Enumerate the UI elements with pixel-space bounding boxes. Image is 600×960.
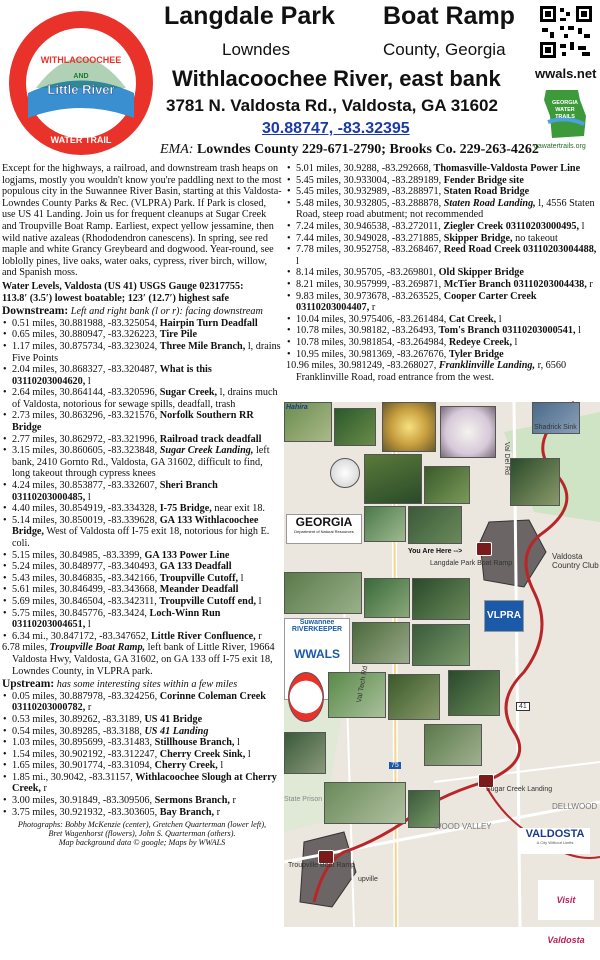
site-item	[12, 364, 282, 387]
wwals-badge-text: WWALS	[294, 647, 340, 661]
river-photo-6	[412, 624, 470, 666]
site-item	[12, 691, 282, 714]
ramp-title: Boat Ramp	[383, 2, 515, 30]
us41-shield: 41	[516, 702, 530, 711]
site-name: Staten Road Bridge	[443, 186, 530, 198]
site-item	[296, 349, 598, 361]
site-position: 0.53 miles, 30.89262, -83.3189,	[12, 713, 145, 725]
site-item	[12, 596, 282, 608]
address: 3781 N. Valdosta Rd., Valdosta, GA 31602	[166, 96, 498, 115]
upstream-subtitle: has some interesting sites within a few miles	[56, 679, 238, 691]
site-note: r	[40, 783, 47, 795]
site-position: 5.14 miles, 30.850019, -83.339628,	[12, 514, 160, 526]
site-position: 5.45 miles, 30.932989, -83.288971,	[296, 186, 444, 198]
site-item	[296, 198, 598, 221]
site-note: r	[586, 278, 593, 290]
county-left: Lowndes	[222, 40, 291, 59]
county-seal	[330, 458, 360, 488]
group-photo-1	[424, 724, 482, 766]
right-column	[286, 163, 598, 383]
final-pre: 6.78 miles,	[2, 642, 50, 654]
logo-and-text: AND	[73, 73, 89, 80]
park-title: Langdale Park	[164, 2, 335, 30]
upstream-header	[2, 679, 282, 691]
site-item	[12, 480, 282, 503]
site-name: US 41 Bridge	[144, 713, 203, 725]
water-levels	[2, 281, 282, 304]
logo-top-text: WITHLACOOCHEE	[40, 55, 122, 65]
visit-valdosta-logo: Visit Valdosta	[538, 880, 594, 920]
ema-value: Lowndes County 229-671-2790; Brooks Co. 229-263-4262	[196, 142, 539, 157]
site-item	[12, 318, 282, 330]
swamp-photo	[510, 458, 560, 506]
valdosta-text: VALDOSTA	[525, 828, 585, 840]
site-note: r	[214, 806, 221, 818]
site-item	[296, 163, 598, 175]
site-note: r	[229, 795, 236, 807]
site-item	[12, 608, 282, 631]
site-name: What is this 03110203004620,	[12, 364, 212, 387]
svg-text:WATER: WATER	[555, 107, 575, 113]
site-note: l	[575, 325, 581, 337]
site-note: l	[85, 375, 91, 387]
vlpra-badge: VLPRA	[484, 600, 524, 632]
credits-line1: Photographs: Bobby McKenzie (center), Gretchen Quarterman (lower left),	[17, 820, 267, 830]
county-right: County, Georgia	[383, 40, 506, 59]
site-name: Cooper Carter Creek 03110203004407,	[296, 290, 537, 314]
langdale-label: Langdale Park Boat Ramp	[430, 560, 513, 567]
left-column	[2, 163, 282, 847]
site-position: 5.48 miles, 30.932805, -83.288878,	[296, 197, 444, 209]
site-item	[296, 291, 598, 314]
river-photo-4	[412, 578, 470, 620]
wood-valley-label: WOOD VALLEY	[434, 822, 492, 831]
site-name: Cherry Creek,	[154, 760, 218, 772]
up-final-post: r, 6560 Franklinville Road, road entrance from the west.	[296, 360, 567, 383]
site-item	[296, 325, 598, 337]
site-note: r	[255, 630, 262, 642]
upstream-final	[286, 360, 598, 383]
site-position: 1.54 miles, 30.902192, -83.312247,	[12, 748, 160, 760]
site-item	[12, 631, 282, 643]
upstream-title: Upstream:	[2, 678, 55, 691]
site-item	[12, 749, 282, 761]
site-position: 3.00 miles, 30.91849, -83.309506,	[12, 795, 155, 807]
site-name: Tom's Branch 03110203000541,	[438, 325, 576, 337]
site-name: GA 133 Withlacoochee Bridge,	[12, 514, 259, 538]
area-map[interactable]	[284, 402, 600, 945]
site-name: Sheri Branch 03110203000485,	[12, 480, 218, 503]
i75-shield: 75	[391, 762, 399, 769]
site-name: Tyler Bridge	[448, 348, 504, 360]
sugar-creek-label: Sugar Creek Landing	[486, 786, 553, 793]
site-name: Skipper Bridge,	[443, 232, 513, 244]
site-name: Troupville Cutoff,	[159, 572, 239, 584]
site-position: 5.75 miles, 30.845776, -83.3424,	[12, 607, 150, 619]
site-item	[12, 772, 282, 795]
downstream-subtitle: Left and right bank (l or r): facing downstream	[70, 306, 263, 318]
site-item	[296, 186, 598, 198]
river-title: Withlacoochee River, east bank	[172, 66, 501, 91]
site-name: Three Mile Branch,	[159, 340, 246, 352]
site-item	[12, 737, 282, 749]
site-position: 7.78 miles, 30.952758, -83.268467,	[296, 244, 444, 256]
site-name: US 41 Landing	[144, 725, 209, 737]
site-item	[12, 760, 282, 772]
site-note: l	[512, 336, 518, 348]
site-item	[12, 329, 282, 341]
site-note: r	[85, 702, 92, 714]
site-item	[12, 387, 282, 410]
site-position: 10.04 miles, 30.975406, -83.261484,	[296, 313, 449, 325]
state-prison-label: State Prison	[284, 796, 323, 803]
paddlers-photo-1	[284, 572, 362, 614]
site-item	[12, 584, 282, 596]
site-position: 10.95 miles, 30.981369, -83.267676,	[296, 348, 449, 360]
site-position: 3.75 miles, 30.921932, -83.303605,	[12, 806, 160, 818]
site-item	[12, 795, 282, 807]
site-item	[296, 244, 598, 267]
site-position: 10.78 miles, 30.98182, -83.26493,	[296, 325, 439, 337]
site-position: 5.45 miles, 30.933004, -83.289189,	[296, 174, 444, 186]
riverkeeper-bottom: RIVERKEEPER	[291, 626, 343, 633]
site-item	[12, 573, 282, 585]
trail-photo-1	[334, 408, 376, 446]
site-note: l	[496, 313, 502, 325]
photo-credits	[2, 820, 282, 847]
site-position: 5.69 miles, 30.846504, -83.342311,	[12, 595, 160, 607]
site-position: 0.51 miles, 30.881988, -83.325054,	[12, 317, 160, 329]
site-position: 2.04 miles, 30.868327, -83.320487,	[12, 364, 160, 376]
site-item	[296, 233, 598, 245]
water-trail-logo	[6, 8, 156, 158]
site-position: 5.24 miles, 30.848977, -83.340493,	[12, 561, 160, 573]
site-position: 0.05 miles, 30.887978, -83.324256,	[12, 690, 160, 702]
site-item	[296, 279, 598, 291]
ema-label: EMA:	[160, 142, 194, 157]
ema-line	[160, 142, 539, 158]
river-photo-7	[388, 674, 440, 720]
site-position: 1.65 miles, 30.901774, -83.31094,	[12, 760, 155, 772]
up-final-pre: 10.96 miles, 30.981249, -83.268027,	[286, 360, 439, 372]
site-item	[12, 726, 282, 738]
site-item	[296, 314, 598, 326]
site-name: Little River Confluence,	[150, 630, 256, 642]
river-photo-2	[364, 506, 406, 542]
site-name: Hairpin Turn Deadfall	[159, 317, 258, 329]
coordinates-link[interactable]: 30.88747, -83.32395	[262, 120, 410, 137]
logo-mid-text: Little River	[47, 82, 115, 97]
site-item	[12, 410, 282, 433]
site-position: 2.64 miles, 30.864144, -83.320596,	[12, 387, 160, 399]
upstream-list-right	[286, 163, 598, 360]
site-item	[12, 714, 282, 726]
georgia-dnr-badge	[286, 514, 362, 544]
site-note: l	[296, 255, 299, 267]
valdosta-tagline: A City Without Limits	[536, 840, 574, 845]
site-note: near exit 18.	[211, 503, 265, 515]
site-name: Old Skipper Bridge	[438, 267, 524, 279]
site-item	[12, 434, 282, 446]
site-position: 7.24 miles, 30.946538, -83.272011,	[296, 220, 444, 232]
site-name: McTier Branch 03110203004438,	[443, 278, 587, 290]
site-position: 8.14 miles, 30.95705, -83.269801,	[296, 267, 439, 279]
site-position: 1.03 miles, 30.895699, -83.31483,	[12, 737, 155, 749]
site-item	[296, 175, 598, 187]
river-photo-3	[364, 578, 410, 618]
intro-text: Except for the highways, a railroad, and downstream trash heaps on logjams, mostly you wouldn't know you're paddling next to the most populous city in the Suwannee River Basin, starting at this Valdosta-Lowndes County Parks & Rec. (VLPRA) Park. If Park is closed, use US 41 Landing. Join us for frequent cleanups at Sugar Creek and Troupville Boat Ramp. Earliest, expect yellow jessamine, then wild native azaleas (Rhododendron canescens). In spring, see red maple and white Grancy Greybeard and dogwood. Year-round, see loblolly pines, live oaks, water oaks, cypress, river birch, willow, and Spanish moss.	[2, 163, 282, 279]
site-name: Fender Bridge site	[443, 174, 524, 186]
site-position: 6.34 mi., 30.847172, -83.347652,	[12, 630, 151, 642]
site-note: l	[217, 760, 224, 772]
site-position: 9.83 miles, 30.973678, -83.263525,	[296, 290, 444, 302]
site-name: Cat Creek,	[448, 313, 497, 325]
dellwood-label: DELLWOOD	[552, 802, 598, 811]
site-item	[12, 341, 282, 364]
site-note: l	[234, 737, 240, 749]
final-post: left bank of Little River, 19664 Valdosta Hwy, Valdosta, GA 31602, on GA 133 off I-75 exit 18, Lowndes County, in VLPRA park.	[12, 642, 275, 677]
site-name: Cherry Creek Sink,	[159, 748, 246, 760]
site-item	[296, 221, 598, 233]
site-name: Norfolk Southern RR Bridge	[12, 410, 254, 434]
langdale-ramp-pin[interactable]	[476, 542, 492, 556]
site-item	[296, 337, 598, 349]
site-name: GA 133 Power Line	[144, 549, 230, 561]
site-item	[12, 503, 282, 515]
georgia-text: GEORGIA	[295, 515, 353, 529]
site-name: Bay Branch,	[159, 806, 215, 818]
site-position: 2.73 miles, 30.863296, -83.321576,	[12, 410, 160, 422]
site-name: I-75 Bridge,	[159, 503, 212, 515]
you-are-here-label: You Are Here -->	[408, 548, 463, 555]
svg-text:TRAILS: TRAILS	[555, 114, 575, 120]
cleanup-group-photo	[324, 782, 406, 824]
site-name: Sugar Creek Landing,	[159, 445, 254, 457]
site-name: Meander Deadfall	[159, 584, 239, 596]
georgia-water-trails-logo	[538, 86, 594, 142]
logo-bottom-text: WATER TRAIL	[50, 135, 112, 145]
site-note: l, drains Five Points	[12, 340, 281, 364]
site-name: GA 133 Deadfall	[159, 561, 232, 573]
water-levels-line1: Water Levels, Valdosta (US 41) USGS Gauge 02317755:	[2, 280, 244, 292]
site-name: Troupville Cutoff end,	[159, 595, 257, 607]
site-name: Stillhouse Branch,	[154, 737, 235, 749]
river-photo-9	[284, 732, 326, 774]
site-name: Staten Road Landing,	[443, 197, 536, 209]
site-name: Corinne Coleman Creek 03110203000782,	[12, 690, 266, 714]
site-item	[296, 267, 598, 279]
site-item	[12, 807, 282, 819]
small-trail-logo	[288, 672, 324, 722]
site-position: 1.85 mi., 30.9042, -83.31157,	[12, 771, 136, 783]
river-photo-5	[352, 622, 410, 664]
site-note: l	[579, 220, 585, 232]
troupville-label: Troupville Boat Ramp	[288, 862, 356, 869]
site-position: 8.21 miles, 30.957999, -83.269871,	[296, 278, 444, 290]
site-note: l, 4556 Staten Road, steep road abutment; not recommended	[296, 197, 595, 221]
valdosta-logo	[520, 828, 590, 854]
site-position: 5.01 miles, 30.9288, -83.292668,	[296, 163, 434, 174]
site-note: l	[256, 595, 262, 607]
site-item	[12, 515, 282, 550]
river-photo-1	[424, 466, 470, 504]
wwals-url[interactable]: wwals.net	[535, 66, 597, 81]
site-item	[12, 445, 282, 480]
site-position: 4.40 miles, 30.854919, -83.334328,	[12, 503, 160, 515]
site-name: Sugar Creek,	[159, 387, 218, 399]
site-note: l	[245, 748, 251, 760]
site-position: 3.15 miles, 30.860605, -83.323848,	[12, 445, 160, 457]
flower-photo	[382, 402, 436, 452]
site-name: Sermons Branch,	[154, 795, 230, 807]
site-name: Loch-Winn Run 03110203004651,	[12, 607, 221, 631]
upstream-list-left	[2, 691, 282, 819]
river-photo-8	[448, 670, 500, 716]
site-name: Reed Road Creek 03110203004488,	[443, 244, 597, 256]
upville-label: upville	[358, 876, 378, 883]
qr-code-icon[interactable]	[538, 4, 594, 60]
credits-line3: Map background data © google; Maps by WWALS	[58, 838, 226, 848]
val-tech-label: Val Tech Rd	[356, 665, 370, 704]
site-position: 5.43 miles, 30.846835, -83.342166,	[12, 572, 160, 584]
up-final-name: Franklinville Landing,	[438, 360, 536, 372]
site-note: l	[238, 572, 244, 584]
dnr-text: Department of Natural Resources	[294, 529, 354, 534]
site-note: l	[85, 619, 91, 631]
water-levels-line2: 113.8′ (3.5′) lowest boatable; 123′ (12.7′) highest safe	[2, 292, 230, 304]
downstream-final	[2, 642, 282, 677]
site-position: 10.78 miles, 30.981854, -83.264984,	[296, 336, 449, 348]
site-name: Tire Pile	[159, 329, 197, 341]
shadrick-label: Shadrick Sink	[534, 424, 577, 431]
site-note: left bank, 2410 Gornto Rd., Valdosta, GA 31602, difficult to find, long takeout through cypress knees	[12, 445, 270, 480]
site-note: l	[85, 491, 91, 503]
site-name: Railroad track deadfall	[159, 433, 262, 445]
site-position: 1.17 miles, 30.875734, -83.323024,	[12, 340, 160, 352]
site-position: 2.77 miles, 30.862972, -83.321996,	[12, 433, 160, 445]
site-note: l, drains much of Valdosta, notorious for sewage spills, deadfall, trash	[12, 387, 278, 410]
downstream-header	[2, 306, 282, 318]
valdosta-cc-label: Valdosta Country Club	[552, 552, 599, 570]
gawt-url[interactable]: gawatertrails.org	[534, 143, 586, 150]
azalea-photo	[440, 406, 496, 458]
site-note: West of Valdosta off I-75 exit 18, notorious for high E. coli.	[12, 526, 270, 549]
credits-line2: Bret Wagenhorst (flowers), John S. Quarterman (others).	[48, 829, 236, 839]
site-position: 0.65 miles, 30.880947, -83.326223,	[12, 329, 160, 341]
site-position: 4.24 miles, 30.853877, -83.332607,	[12, 480, 160, 492]
site-position: 5.15 miles, 30.84985, -83.3399,	[12, 549, 145, 561]
site-position: 0.54 miles, 30.89285, -83.3188,	[12, 725, 145, 737]
site-name: Thomasville-Valdosta Power Line	[433, 163, 581, 174]
hahira-label: Hahira	[286, 404, 308, 411]
final-name: Troupville Boat Ramp,	[49, 642, 146, 654]
site-item	[12, 550, 282, 562]
site-note: no takeout	[512, 232, 558, 244]
site-position: 7.44 miles, 30.949028, -83.271885,	[296, 232, 444, 244]
svg-text:GEORGIA: GEORGIA	[552, 100, 578, 106]
riverkeeper-top: Suwannee	[299, 619, 335, 626]
forest-photo	[364, 454, 422, 504]
site-name: Withlacoochee Slough at Cherry Creek,	[12, 771, 277, 795]
downstream-title: Downstream:	[2, 305, 69, 318]
site-note: r	[369, 302, 376, 314]
site-item	[12, 561, 282, 573]
site-name: Ziegler Creek 03110203000495,	[443, 220, 580, 232]
val-del-label: Val Del Rd	[503, 442, 510, 475]
trees-photo	[408, 506, 462, 544]
site-position: 5.61 miles, 30.846499, -83.343668,	[12, 584, 160, 596]
site-name: Redeye Creek,	[448, 336, 512, 348]
downstream-list	[2, 318, 282, 643]
